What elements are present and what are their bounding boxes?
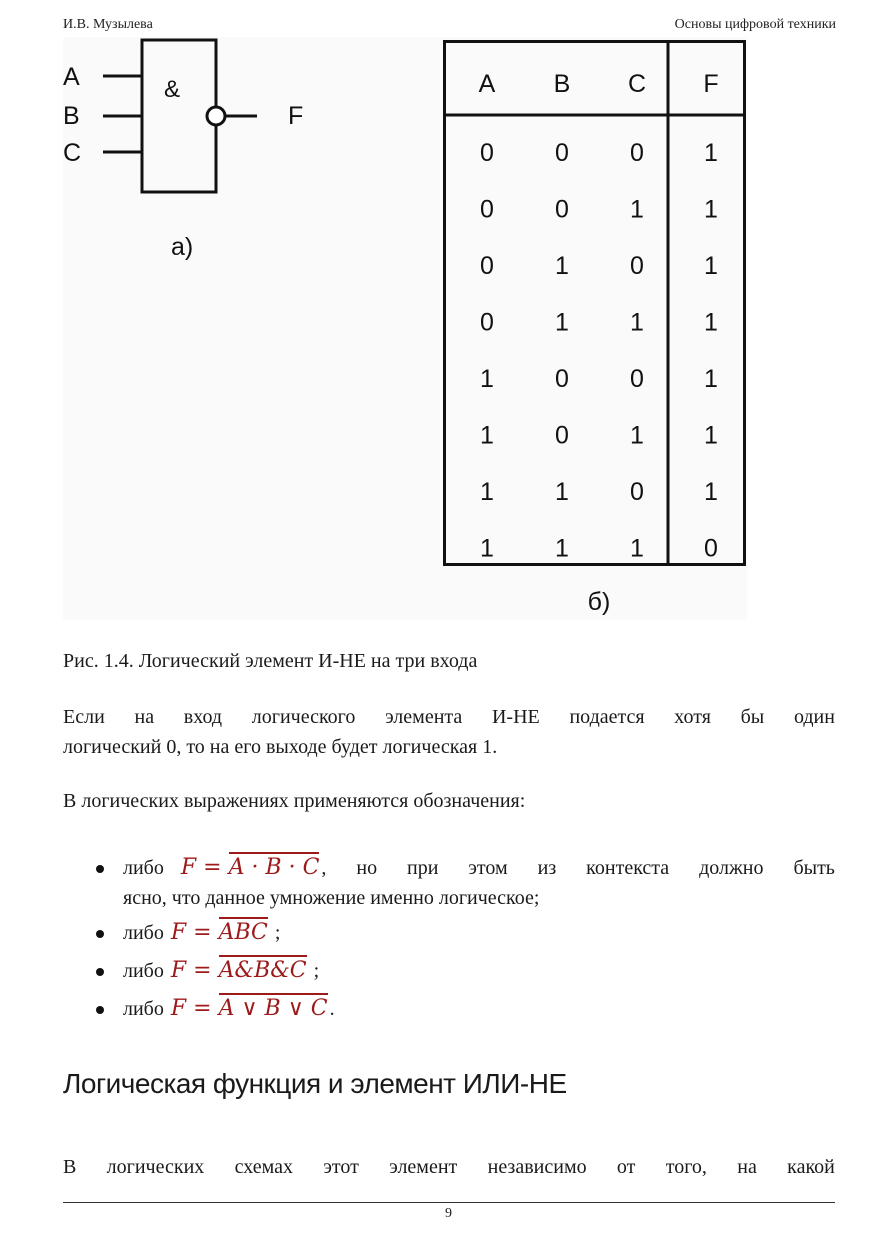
gate-output: F [288, 102, 304, 130]
word: вход [183, 706, 223, 728]
table-header-cell: F [703, 70, 719, 98]
table-cell: 0 [555, 365, 569, 393]
word: но [356, 857, 378, 879]
gate-symbol: & [164, 76, 181, 103]
paragraph-notations: В логических выражениях применяются обозначения: [63, 790, 526, 812]
word: схемах [234, 1156, 294, 1178]
list-item: либо F = ABC ; [63, 918, 835, 948]
word: на [134, 706, 155, 728]
word: того, [665, 1156, 707, 1178]
figure-caption: Рис. 1.4. Логический элемент И-НЕ на три входа [63, 650, 478, 672]
list-prefix: либо [123, 857, 164, 879]
table-cell: 1 [704, 365, 718, 393]
notation-list [63, 853, 835, 1024]
table-cell: 0 [630, 252, 644, 280]
table-cell: 1 [630, 308, 644, 337]
word: от [616, 1156, 636, 1178]
table-cell: 1 [480, 365, 494, 393]
table-cell: 0 [480, 195, 494, 224]
gate-label: а) [171, 233, 194, 261]
page-number: 9 [445, 1206, 452, 1221]
word: И-НЕ [491, 706, 540, 728]
paragraph-line [63, 702, 835, 732]
word: контекста [586, 857, 670, 879]
table-cell: 1 [480, 478, 494, 506]
table-cell: 0 [480, 139, 494, 167]
word: из [537, 857, 557, 879]
word: Если [63, 706, 105, 728]
word: бы [740, 706, 765, 728]
figure-svg [63, 37, 747, 620]
word: какой [787, 1156, 835, 1178]
word: быть [793, 857, 835, 879]
table-cell: 1 [480, 421, 494, 450]
table-cell: 0 [555, 195, 569, 224]
table-cell: 1 [555, 534, 569, 563]
list-item: либо F = A · B · C , но при этом из контекста должно быть ясно, что данное умножение именно логическое; [63, 853, 835, 913]
table-cell: 1 [704, 252, 718, 280]
formula: F = A ∨ B ∨ C [169, 994, 330, 1024]
word: В [63, 1156, 77, 1178]
table-cell: 1 [630, 195, 644, 224]
table-cell: 1 [704, 421, 718, 450]
table-header-cell: B [553, 70, 571, 98]
table-cell: 0 [555, 139, 569, 167]
formula: F = A&B&C [169, 956, 309, 986]
figure-nand-gate [63, 37, 747, 620]
nand-gate-symbol [103, 40, 257, 192]
table-cell: 1 [630, 534, 644, 563]
table-cell: 1 [704, 139, 718, 167]
word: логических [106, 1156, 205, 1178]
table-label: б) [587, 588, 611, 616]
word: один [793, 706, 835, 728]
table-cell: 1 [555, 252, 569, 280]
table-cell: 1 [480, 534, 494, 563]
table-cell: 1 [555, 478, 569, 506]
word: подается [569, 706, 645, 728]
section-heading: Логическая функция и элемент ИЛИ-НЕ [63, 1068, 567, 1099]
table-cell: 0 [630, 139, 644, 167]
word: этот [323, 1156, 359, 1178]
table-cell: 0 [555, 421, 569, 450]
gate-input-a: A [63, 63, 80, 91]
table-cell: 1 [704, 195, 718, 224]
table-cell: 0 [630, 478, 644, 506]
table-cell: 1 [704, 308, 718, 337]
word: элемент [389, 1156, 458, 1178]
formula: F = A · B · C [179, 853, 322, 883]
word: этом [468, 857, 508, 879]
paragraph-line [63, 1152, 835, 1182]
word: логического [251, 706, 356, 728]
word: независимо [487, 1156, 587, 1178]
gate-inversion-bubble [207, 107, 225, 125]
list-item: либо F = A ∨ B ∨ C . [63, 994, 835, 1024]
table-header-cell: C [627, 70, 647, 98]
list-prefix: либо [123, 960, 164, 982]
table-cell: 0 [480, 308, 494, 337]
table-cell: 1 [630, 421, 644, 450]
header-author: И.В. Музылева [63, 17, 153, 32]
table-cell: 1 [704, 478, 718, 506]
list-item: либо F = A&B&C ; [63, 956, 835, 986]
table-cell: 0 [704, 534, 718, 563]
list-item-continuation: ясно, что данное умножение именно логическое; [123, 887, 540, 909]
list-prefix: либо [123, 998, 164, 1020]
footer-rule [63, 1202, 835, 1203]
gate-body [142, 40, 216, 192]
header-title: Основы цифровой техники [674, 17, 836, 32]
paragraph-line: логический 0, то на его выходе будет логическая 1. [63, 736, 498, 758]
word: элемента [385, 706, 463, 728]
gate-input-c: C [63, 139, 82, 167]
formula: F = ABC [169, 918, 270, 948]
word: на [737, 1156, 757, 1178]
table-cell: 0 [630, 365, 644, 393]
table-header-cell: A [478, 70, 496, 98]
list-prefix: либо [123, 922, 164, 944]
truth-table [444, 41, 745, 616]
table-cell: 1 [555, 308, 569, 337]
gate-input-b: B [63, 102, 80, 130]
table-cell: 0 [480, 252, 494, 280]
word: хотя [674, 706, 711, 728]
paragraph-nor-intro [63, 1152, 835, 1182]
word: должно [699, 857, 764, 879]
word: при [407, 857, 439, 879]
paragraph-nand-description [63, 702, 835, 762]
